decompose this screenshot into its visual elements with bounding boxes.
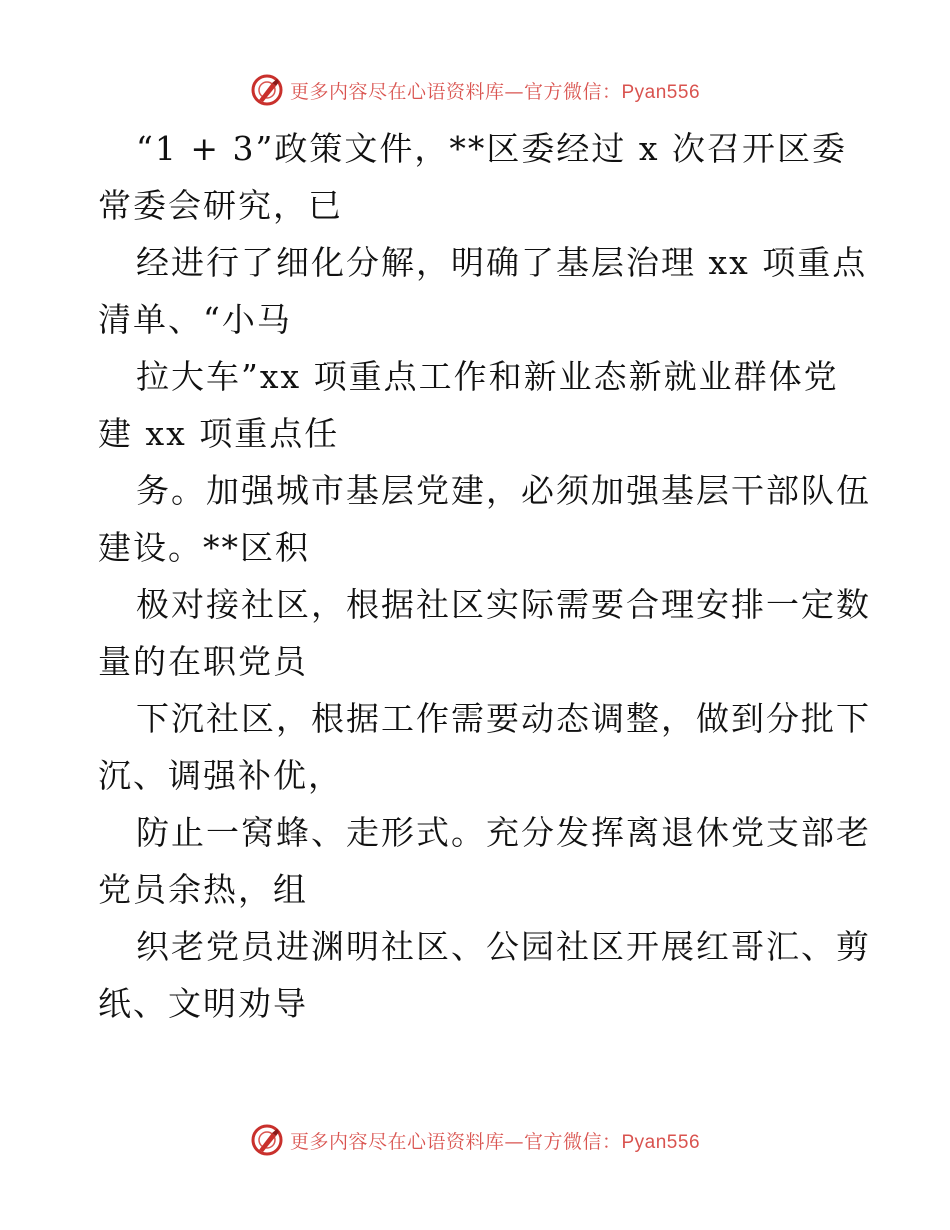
footer-banner-content — [250, 1123, 700, 1157]
paragraph-line: 织老党员进渊明社区、公园社区开展红哥汇、剪 — [136, 927, 871, 966]
footer-banner — [0, 1120, 950, 1160]
footer-banner-text — [290, 1127, 700, 1154]
paragraph-line: 纸、文明劝导 — [98, 984, 308, 1023]
document-body — [98, 120, 871, 1032]
paragraph-line: 沉、调强补优， — [98, 756, 343, 795]
paragraph-line: 经进行了细化分解，明确了基层治理 xx 项重点 — [136, 243, 868, 282]
paragraph-line: 下沉社区，根据工作需要动态调整，做到分批下 — [136, 699, 871, 738]
footer-banner-label: 更多内容尽在心语资料库—官方微信： — [289, 1130, 622, 1153]
pen-nib-circle-icon — [250, 1123, 284, 1157]
paragraph-4 — [98, 462, 871, 576]
header-banner-label: 更多内容尽在心语资料库—官方微信： — [289, 80, 622, 103]
paragraph-line: 建 xx 项重点任 — [98, 414, 340, 453]
paragraph-6 — [98, 690, 871, 804]
paragraph-line: 常委会研究，已 — [98, 186, 343, 225]
header-banner-text — [290, 77, 700, 104]
paragraph-line: 极对接社区，根据社区实际需要合理安排一定数 — [136, 585, 871, 624]
paragraph-2 — [98, 234, 868, 348]
paragraph-line: 拉大车”xx 项重点工作和新业态新就业群体党 — [136, 357, 839, 396]
paragraph-line: 党员余热，组 — [98, 870, 308, 909]
paragraph-8 — [98, 918, 871, 1032]
paragraph-line: 清单、“小马 — [98, 300, 292, 339]
paragraph-line: 建设。**区积 — [98, 528, 310, 567]
paragraph-5 — [98, 576, 871, 690]
header-banner-wechat-id: Pyan556 — [621, 81, 701, 103]
pen-nib-circle-icon — [250, 73, 284, 107]
paragraph-line: 防止一窝蜂、走形式。充分发挥离退休党支部老 — [136, 813, 871, 852]
header-banner-content — [250, 73, 700, 107]
footer-banner-wechat-id: Pyan556 — [621, 1131, 701, 1153]
paragraph-7 — [98, 804, 871, 918]
paragraph-3 — [98, 348, 858, 462]
paragraph-line: 务。加强城市基层党建，必须加强基层干部队伍 — [136, 471, 871, 510]
paragraph-1 — [98, 120, 858, 234]
paragraph-line: “1 + 3”政策文件，**区委经过 x 次召开区委 — [136, 129, 847, 168]
header-banner — [0, 70, 950, 110]
paragraph-line: 量的在职党员 — [98, 642, 308, 681]
